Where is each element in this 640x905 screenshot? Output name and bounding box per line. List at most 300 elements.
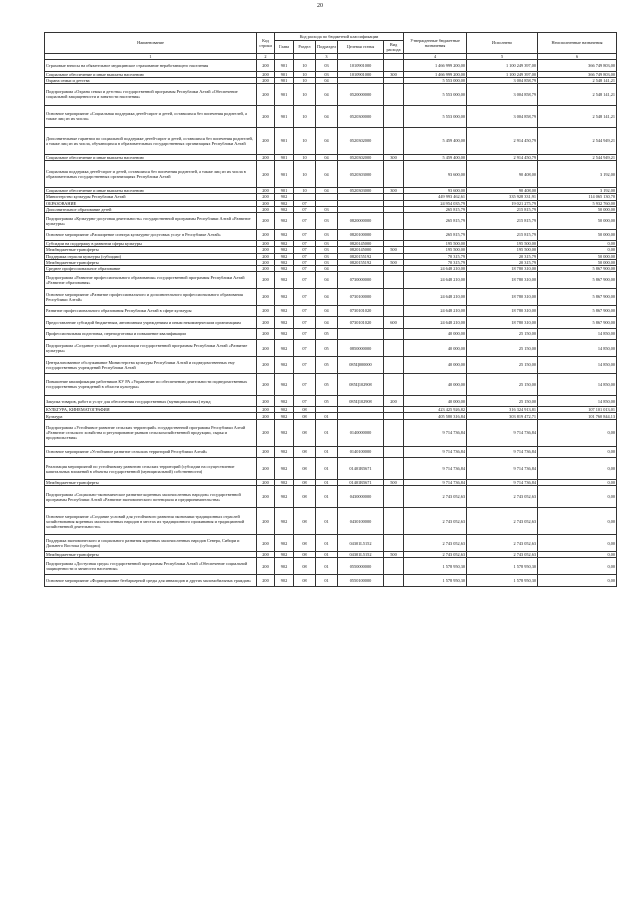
table-row [45,535,617,552]
row-unexecuted: 2 544 949,21 [538,127,617,154]
row-name: Закупка товаров, работ и услуг для обеспечения государственных (муниципальных) нужд [45,395,257,407]
row-vid [384,212,404,229]
row-name: Предоставление субсидий бюджетным, автономным учреждениям и иным некоммерческим организациям [45,317,257,329]
row-line-code: 200 [257,305,275,317]
row-approved: 2 743 052,63 [404,508,467,535]
row-razdel: 07 [294,206,316,212]
table-row [45,373,617,395]
row-razdel: 07 [294,357,316,374]
row-line-code: 200 [257,407,275,413]
row-approved: 265 815,79 [404,212,467,229]
row-razdel: 07 [294,265,316,271]
row-approved: 5 459 400,00 [404,154,467,160]
row-unexecuted: 0,00 [538,552,617,558]
row-name: Социальная поддержка детей-сирот и детей, оставшихся без попечения родителей, а также лиц из их числа в образовательных государственных организациях Республики Алтай [45,161,257,188]
row-vid [384,229,404,241]
table-row [45,272,617,289]
row-approved: 2 743 052,63 [404,552,467,558]
row-line-code: 200 [257,317,275,329]
row-podrazdel: 03 [316,206,338,212]
header-line-code: Код строки [257,33,275,54]
row-executed: 18 780 310,00 [467,305,538,317]
row-line-code: 200 [257,272,275,289]
table-row [45,328,617,340]
row-unexecuted: 14 850,00 [538,395,617,407]
header-approved: Утвержденные бюджетные назначения [404,33,467,54]
header-classification: Код расхода по бюджетной классификации [275,33,404,41]
row-razdel: 07 [294,305,316,317]
row-name: Подпрограмма «Социально-экономическое развитие коренных малочисленных народов» государственной программы Республики Алтай «Развитие экономического потенциала и предпринимательства» [45,486,257,508]
row-unexecuted: 0,00 [538,558,617,575]
row-glava: 902 [275,259,294,265]
row-name: Основное мероприятие «Развитие профессионального и дополнительного профессионального образования Республики Алтай» [45,288,257,305]
row-executed: 9 714 736,84 [467,419,538,446]
header-razdel: Раздел [294,41,316,54]
row-line-code: 200 [257,105,275,127]
row-glava: 901 [275,161,294,188]
row-executed: 18 780 310,00 [467,317,538,329]
row-name: Основное мероприятие «Формирование безбарьерной среды для инвалидов и других маломобильных граждан» [45,575,257,587]
row-name: Подпрограмма «Доступная среда» государственной программы Республики Алтай «Обеспечение социальной защищенности и занятости населения» [45,558,257,575]
row-vid [384,575,404,587]
row-glava: 901 [275,154,294,160]
row-line-code: 200 [257,247,275,253]
row-line-code: 200 [257,265,275,271]
table-row [45,212,617,229]
row-glava: 901 [275,77,294,83]
row-executed: 1 100 249 397,00 [467,71,538,77]
row-vid [384,105,404,127]
row-podrazdel: 03 [316,71,338,77]
row-name: Межбюджетные трансферты [45,247,257,253]
row-line-code: 200 [257,60,275,72]
row-target: 0550000000 [338,558,384,575]
row-razdel: 10 [294,71,316,77]
row-unexecuted: 366 749 803,00 [538,71,617,77]
row-podrazdel: 01 [316,558,338,575]
row-approved: 24 648 210,00 [404,265,467,271]
row-razdel: 10 [294,60,316,72]
row-unexecuted: 5 867 900,00 [538,288,617,305]
row-razdel: 08 [294,535,316,552]
row-razdel: 07 [294,288,316,305]
row-vid [384,305,404,317]
row-podrazdel: 04 [316,317,338,329]
row-razdel: 07 [294,373,316,395]
row-podrazdel: 05 [316,328,338,340]
row-target: 0820155192 [338,259,384,265]
row-executed: 20 315,79 [467,259,538,265]
row-glava: 902 [275,194,294,200]
row-razdel: 07 [294,395,316,407]
table-row [45,558,617,575]
row-glava: 901 [275,188,294,194]
row-target: 0730101020 [338,305,384,317]
row-line-code: 200 [257,77,275,83]
row-executed: 2 743 052,63 [467,486,538,508]
row-name: Охрана семьи и детства [45,77,257,83]
row-executed: 90 408,00 [467,188,538,194]
row-name: Реализация мероприятий по устойчивому развитию сельских территорий (субсидии на осуществление капитальных вложений в объекты государственной (муниципальной) собственности) [45,458,257,480]
row-approved: 1 466 999 200,00 [404,71,467,77]
row-glava: 902 [275,272,294,289]
row-razdel: 10 [294,188,316,194]
row-glava: 901 [275,71,294,77]
row-glava: 902 [275,446,294,458]
row-podrazdel: 01 [316,458,338,480]
row-executed: 9 714 736,84 [467,480,538,486]
row-line-code: 200 [257,154,275,160]
row-podrazdel: 05 [316,357,338,374]
row-target: 0520000000 [338,83,384,105]
index-cell: 2 [257,54,275,60]
row-name: Развитие профессионального образования Республики Алтай в сфере культуры [45,305,257,317]
header-unexecuted: Неисполненные назначения [538,33,617,54]
header-podrazdel: Подраздел [316,41,338,54]
row-razdel: 08 [294,575,316,587]
row-razdel: 08 [294,508,316,535]
row-podrazdel: 01 [316,552,338,558]
row-razdel: 08 [294,558,316,575]
row-target: 1010901000 [338,60,384,72]
row-podrazdel: 04 [316,127,338,154]
row-vid: 500 [384,247,404,253]
row-line-code: 200 [257,229,275,241]
row-executed: 2 743 052,63 [467,508,538,535]
row-approved: 1 466 999 200,00 [404,60,467,72]
row-approved: 40 000,00 [404,373,467,395]
row-podrazdel: 03 [316,60,338,72]
row-razdel: 10 [294,154,316,160]
row-glava: 902 [275,200,294,206]
row-podrazdel: 04 [316,305,338,317]
table-row [45,340,617,357]
row-line-code: 200 [257,200,275,206]
row-razdel: 07 [294,212,316,229]
row-vid [384,558,404,575]
row-razdel: 07 [294,229,316,241]
row-line-code: 200 [257,83,275,105]
row-podrazdel: 04 [316,105,338,127]
row-name: Поддержка отрасли культуры (субсидии) [45,253,257,259]
row-podrazdel: 05 [316,340,338,357]
row-vid [384,161,404,188]
row-name: Субсидии на поддержку в развитии сферы культуры [45,241,257,247]
row-approved: 70 315,79 [404,253,467,259]
row-line-code: 200 [257,71,275,77]
row-target: 0430000000 [338,486,384,508]
row-executed: 25 150,00 [467,357,538,374]
row-unexecuted: 3 192,00 [538,161,617,188]
row-executed: 3 004 858,79 [467,105,538,127]
row-podrazdel: 05 [316,373,338,395]
row-line-code: 200 [257,194,275,200]
index-cell: 1 [45,54,257,60]
row-glava: 902 [275,305,294,317]
row-vid: 500 [384,259,404,265]
table-row [45,395,617,407]
row-executed: 3 004 858,79 [467,83,538,105]
row-name: Основное мероприятие «Устойчивое развитие сельских территорий Республики Алтай» [45,446,257,458]
row-vid [384,127,404,154]
row-target: 0430100000 [338,508,384,535]
row-unexecuted: 0,00 [538,480,617,486]
row-unexecuted: 5 867 900,00 [538,317,617,329]
row-approved: 5 459 400,00 [404,127,467,154]
row-executed: 20 315,79 [467,253,538,259]
row-name: Подпрограмма «Устойчивое развитие сельских территорий» государственной программы Республики Алтай «Развитие сельского хозяйства и регулирование рынков сельскохозяйственной продукции, сырья и продовольствия» [45,419,257,446]
row-podrazdel: 04 [316,265,338,271]
row-executed: 195 500,00 [467,241,538,247]
row-glava: 902 [275,407,294,413]
row-line-code: 200 [257,508,275,535]
row-unexecuted: 2 548 141,21 [538,77,617,83]
row-razdel: 08 [294,458,316,480]
row-unexecuted: 50 000,00 [538,259,617,265]
row-glava: 902 [275,508,294,535]
row-name: Дополнительное образование детей [45,206,257,212]
row-line-code: 200 [257,575,275,587]
row-razdel: 07 [294,200,316,206]
row-name: Подпрограмма «Создание условий для реализации государственной программы Республики Алтай «Развитие культуры» [45,340,257,357]
row-glava: 901 [275,105,294,127]
row-vid [384,83,404,105]
row-glava: 902 [275,317,294,329]
row-executed: 25 150,00 [467,395,538,407]
row-approved: 195 500,00 [404,247,467,253]
row-target: 085Ц102908 [338,373,384,395]
row-unexecuted: 14 850,00 [538,357,617,374]
row-razdel: 07 [294,317,316,329]
row-razdel: 08 [294,407,316,413]
row-approved: 195 500,00 [404,241,467,247]
row-name: Подпрограмма «Развитие профессионального образования» государственной программы Республики Алтай «Развитие образования» [45,272,257,289]
row-name: Дополнительные гарантии по социальной поддержке детей-сирот и детей, оставшихся без попечения родителей, а также лиц из их числа, обучающихся в образовательных государственных организациях Республики Алтай [45,127,257,154]
row-target: 0520300000 [338,105,384,127]
row-name: Централизованное обслуживание Министерства культуры Республики Алтай и подведомственных ему государственных учреждений Республики Алтай [45,357,257,374]
row-name: Страховые взносы на обязательное медицинское страхование неработающего населения [45,60,257,72]
row-name: Социальное обеспечение и иные выплаты населению [45,188,257,194]
row-unexecuted: 114 065 130,70 [538,194,617,200]
row-executed: 1 578 950,30 [467,558,538,575]
row-name: Среднее профессиональное образование [45,265,257,271]
row-razdel: 10 [294,161,316,188]
row-glava: 902 [275,229,294,241]
row-glava: 901 [275,60,294,72]
row-unexecuted: 107 101 013,01 [538,407,617,413]
row-approved: 405 580 316,84 [404,413,467,419]
row-target: 01401R5671 [338,480,384,486]
row-target: 0730100000 [338,288,384,305]
row-glava: 902 [275,458,294,480]
row-approved: 423 425 926,82 [404,407,467,413]
row-approved: 93 600,00 [404,161,467,188]
row-glava: 902 [275,241,294,247]
row-name: Основное мероприятие «Создание условий для устойчивого развития экономики традиционных отраслей хозяйствования коренных малочисленных народов в местах их традиционного проживания и традиционной хозяйственной деятельности» [45,508,257,535]
row-glava: 902 [275,558,294,575]
row-vid [384,458,404,480]
table-row [45,60,617,72]
row-line-code: 200 [257,373,275,395]
row-vid [384,288,404,305]
row-vid [384,535,404,552]
row-razdel: 07 [294,259,316,265]
row-unexecuted: 0,00 [538,446,617,458]
row-podrazdel: 05 [316,395,338,407]
row-line-code: 200 [257,241,275,247]
row-vid [384,340,404,357]
table-row [45,419,617,446]
row-vid: 500 [384,480,404,486]
row-name: Повышение квалификации работников КУ РА «Управление по обеспечению деятельности подведомственных государственных учреждений в области культуры» [45,373,257,395]
row-unexecuted: 2 548 141,21 [538,105,617,127]
row-approved: 24 648 210,00 [404,288,467,305]
row-approved: 1 578 950,30 [404,558,467,575]
row-approved: 70 315,79 [404,259,467,265]
row-vid: 300 [384,188,404,194]
row-target: 0820000000 [338,212,384,229]
row-podrazdel: 04 [316,188,338,194]
row-unexecuted: 3 192,00 [538,188,617,194]
row-podrazdel: 03 [316,241,338,247]
row-unexecuted: 0,00 [538,247,617,253]
row-line-code: 200 [257,340,275,357]
row-target: 085Ц102908 [338,395,384,407]
row-razdel: 07 [294,253,316,259]
table-row [45,105,617,127]
row-target: 0820145000 [338,247,384,253]
header-glava: Глава [275,41,294,54]
index-cell: 3 [316,54,338,60]
row-name: КУЛЬТУРА, КИНЕМАТОГРАФИЯ [45,407,257,413]
row-razdel: 07 [294,272,316,289]
row-executed: 2 743 052,63 [467,535,538,552]
row-unexecuted: 50 000,00 [538,229,617,241]
row-glava: 902 [275,206,294,212]
row-name: Культура [45,413,257,419]
row-name: Межбюджетные трансферты [45,480,257,486]
row-glava: 902 [275,480,294,486]
row-line-code: 200 [257,535,275,552]
row-podrazdel: 01 [316,486,338,508]
row-vid [384,373,404,395]
row-approved: 2 743 052,63 [404,535,467,552]
row-unexecuted: 5 867 900,00 [538,272,617,289]
row-razdel: 08 [294,552,316,558]
row-vid: 200 [384,395,404,407]
index-cell: 5 [467,54,538,60]
row-executed: 18 780 310,00 [467,288,538,305]
row-unexecuted: 2 544 949,21 [538,154,617,160]
row-target: 0730101020 [338,317,384,329]
header-name: Наименование [45,33,257,54]
row-unexecuted: 366 749 803,00 [538,60,617,72]
row-unexecuted: 14 850,00 [538,373,617,395]
row-podrazdel: 01 [316,480,338,486]
row-executed: 9 714 736,84 [467,458,538,480]
row-podrazdel: 04 [316,288,338,305]
row-podrazdel: 03 [316,253,338,259]
row-podrazdel: 01 [316,508,338,535]
row-glava: 902 [275,357,294,374]
row-unexecuted: 14 850,00 [538,340,617,357]
row-target: 0550100000 [338,575,384,587]
row-target: 0520302000 [338,127,384,154]
row-line-code: 200 [257,552,275,558]
row-approved: 265 815,79 [404,229,467,241]
row-name: Межбюджетные трансферты [45,552,257,558]
row-approved: 40 000,00 [404,357,467,374]
row-unexecuted: 0,00 [538,486,617,508]
row-vid: 600 [384,317,404,329]
table-row [45,575,617,587]
row-executed: 1 578 950,30 [467,575,538,587]
row-razdel: 08 [294,446,316,458]
row-line-code: 200 [257,253,275,259]
table-row [45,288,617,305]
row-unexecuted: 0,00 [538,535,617,552]
row-razdel: 07 [294,241,316,247]
row-glava: 902 [275,328,294,340]
row-approved: 449 993 462,61 [404,194,467,200]
header-target: Целевая статья [338,41,384,54]
row-unexecuted: 14 850,00 [538,328,617,340]
row-name: Социальное обеспечение и иные выплаты населению [45,154,257,160]
index-cell: 4 [404,54,467,60]
row-name: ОБРАЗОВАНИЕ [45,200,257,206]
row-approved: 5 553 000,00 [404,83,467,105]
row-glava: 902 [275,247,294,253]
row-line-code: 200 [257,188,275,194]
row-line-code: 200 [257,127,275,154]
row-unexecuted: 0,00 [538,419,617,446]
row-glava: 902 [275,340,294,357]
row-executed: 2 914 450,79 [467,154,538,160]
row-unexecuted: 5 932 760,00 [538,200,617,206]
budget-execution-table [44,32,617,587]
row-line-code: 200 [257,480,275,486]
table-row [45,83,617,105]
row-podrazdel: 04 [316,272,338,289]
row-podrazdel: 03 [316,212,338,229]
row-unexecuted: 5 867 900,00 [538,305,617,317]
row-target: 04301L5152 [338,552,384,558]
row-podrazdel: 04 [316,154,338,160]
row-executed: 2 743 052,63 [467,552,538,558]
row-approved: 40 000,00 [404,328,467,340]
row-glava: 902 [275,288,294,305]
row-executed: 18 780 310,00 [467,272,538,289]
row-approved: 5 553 000,00 [404,105,467,127]
header-vid: Вид расхода [384,41,404,54]
page-number: 20 [317,3,323,9]
row-name: Поддержка экономического и социального развития коренных малочисленных народов Севера, Сибири и Дальнего Востока (субсидии) [45,535,257,552]
row-razdel: 07 [294,247,316,253]
row-executed: 303 819 472,71 [467,413,538,419]
row-target: 1010901000 [338,71,384,77]
row-razdel: 10 [294,105,316,127]
row-podrazdel: 01 [316,419,338,446]
row-executed: 19 021 275,79 [467,200,538,206]
row-podrazdel: 01 [316,413,338,419]
row-glava: 902 [275,212,294,229]
row-approved: 2 743 052,63 [404,486,467,508]
row-executed: 195 500,00 [467,247,538,253]
row-vid: 500 [384,552,404,558]
row-glava: 901 [275,127,294,154]
row-approved: 24 648 210,00 [404,272,467,289]
row-vid [384,486,404,508]
